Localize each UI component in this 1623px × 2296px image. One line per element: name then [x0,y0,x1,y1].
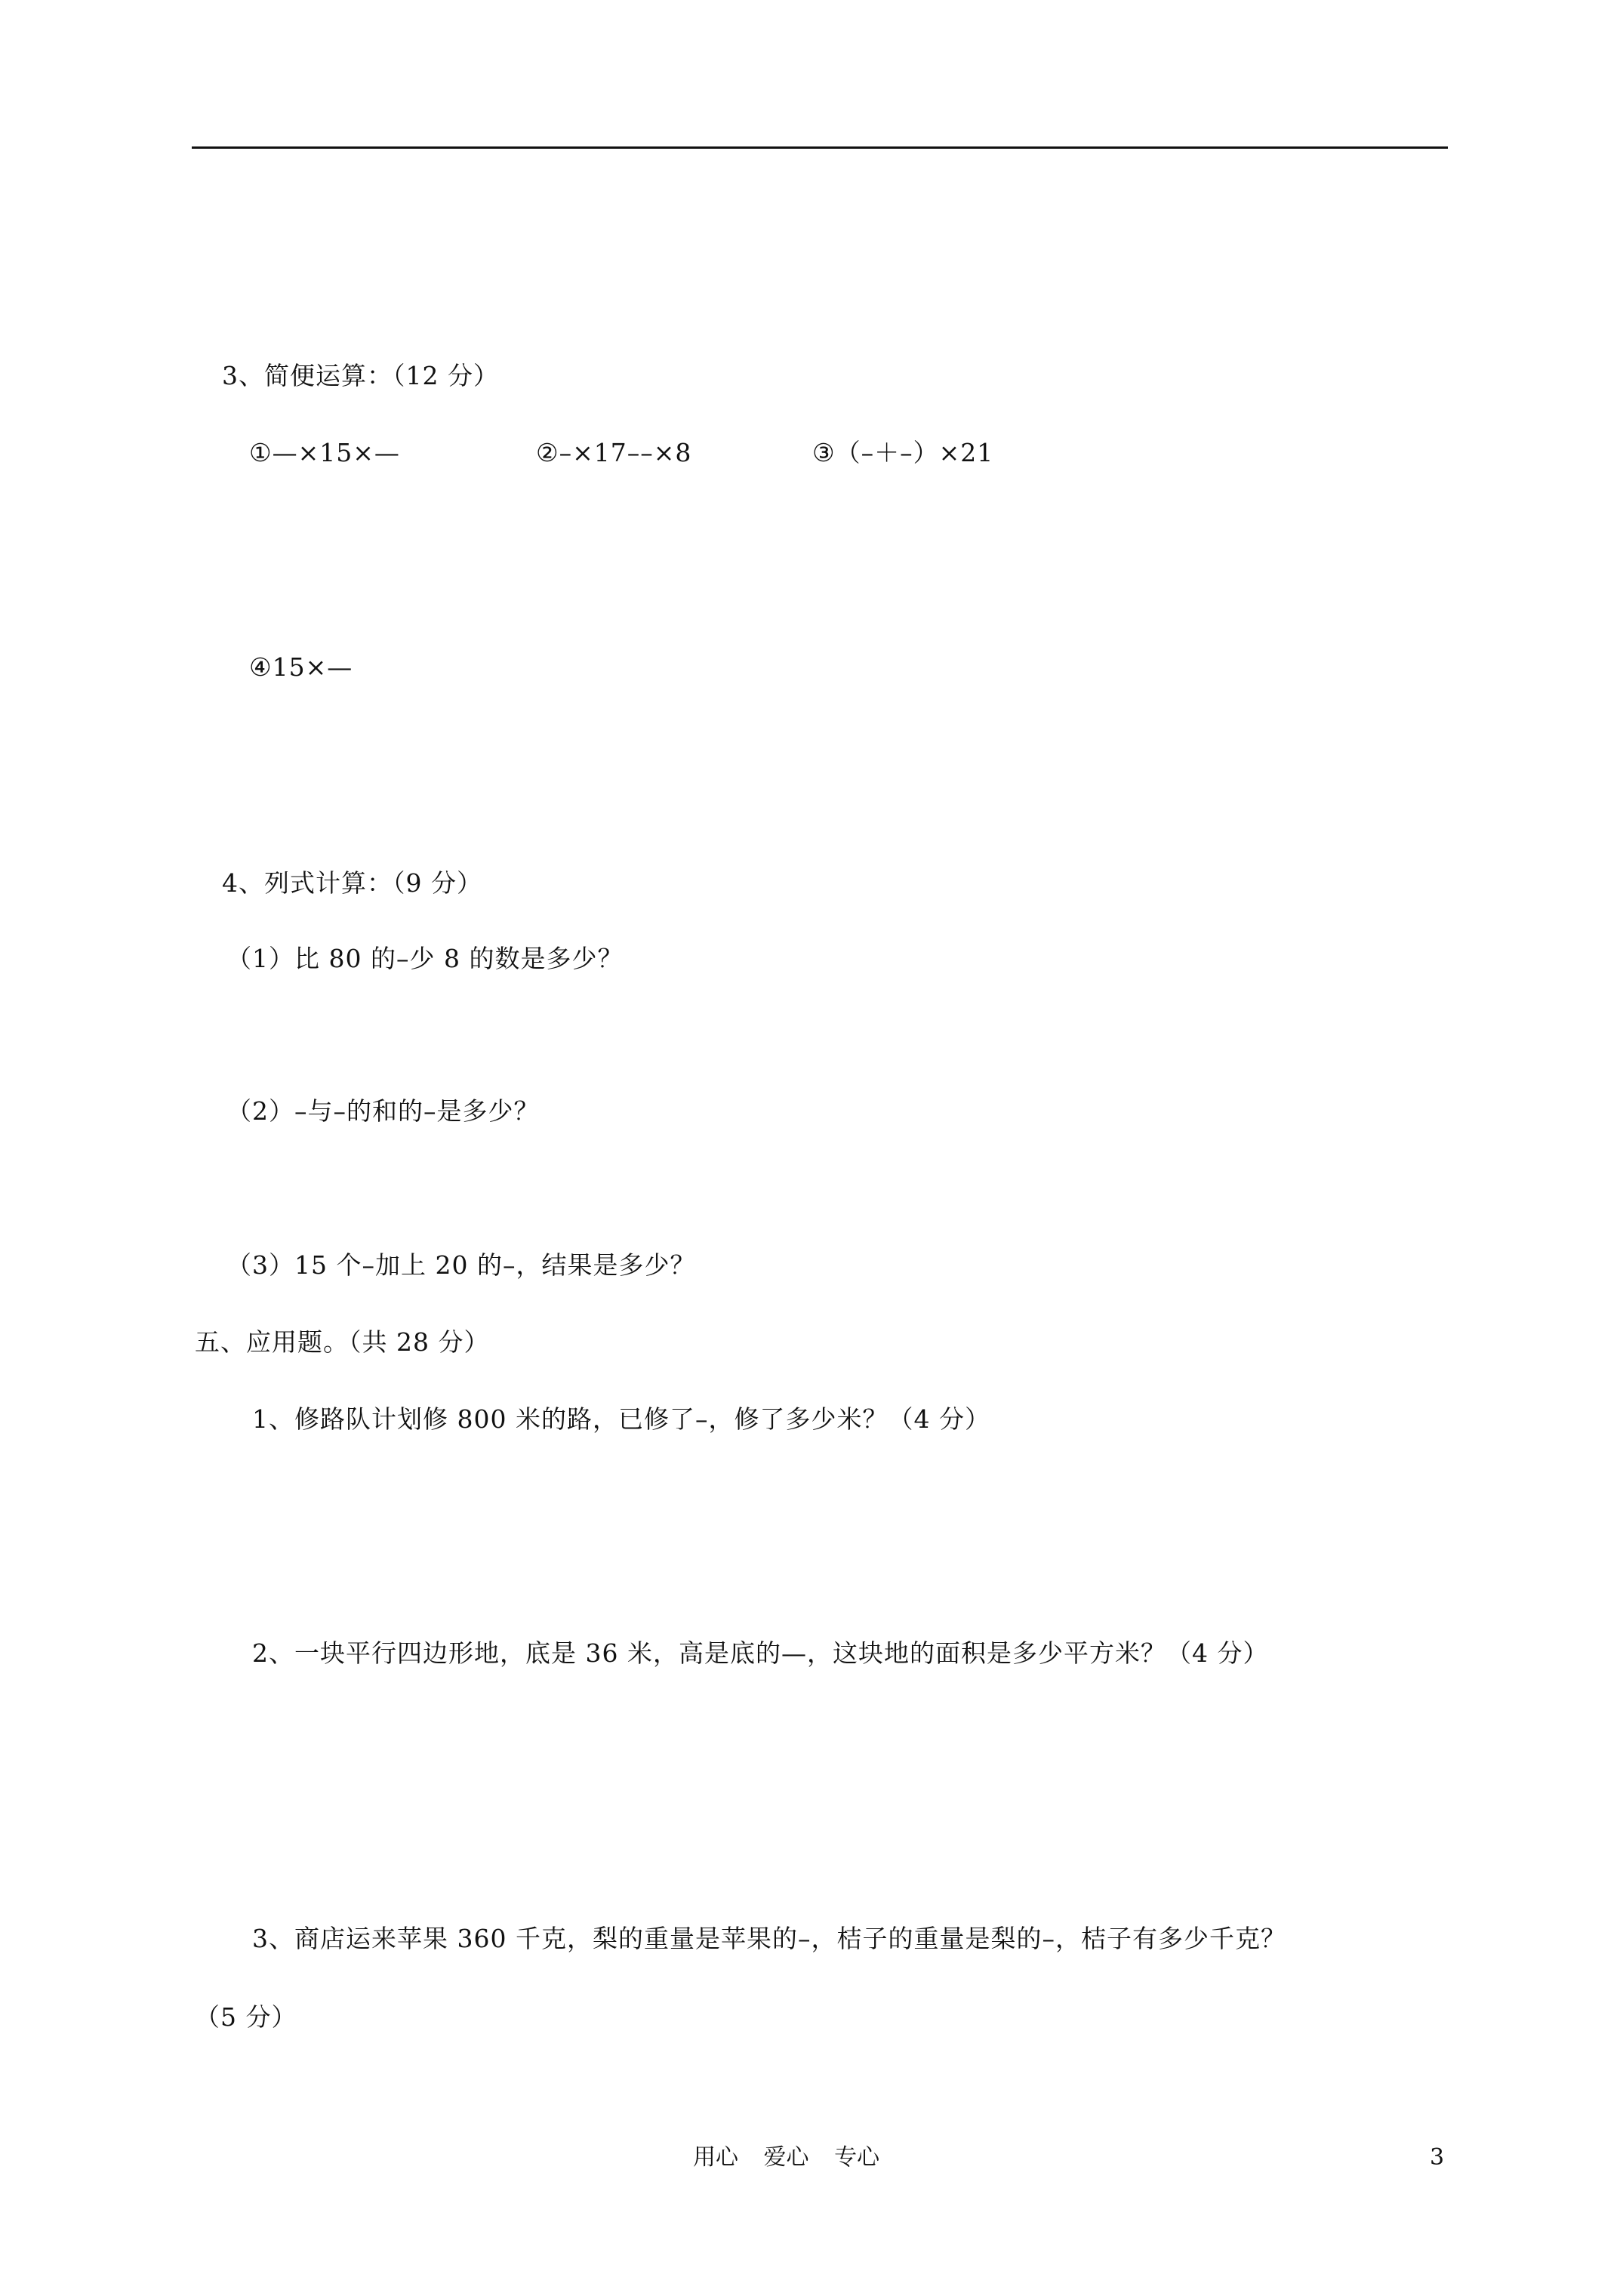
page-number: 3 [1430,2144,1445,2171]
section4-question-1: （1）比 80 的–少 8 的数是多少？ [226,944,624,973]
header-rule [192,146,1448,149]
part5-question-2: 2、一块平行四边形地，底是 36 米，高是底的—，这块地的面积是多少平方米？（4 分） [252,1638,1269,1668]
section4-heading: 4、列式计算：（9 分） [222,868,482,898]
section4-question-3: （3）15 个–加上 20 的–，结果是多少？ [226,1250,696,1280]
section3-item1: ①—×15×— [249,438,400,467]
part5-question-3-line1: 3、商店运来苹果 360 千克，梨的重量是苹果的–，桔子的重量是梨的–，桔子有多少千克？ [252,1924,1286,1953]
section3-heading: 3、简便运算：（12 分） [222,361,499,390]
section3-item2: ②–×17––×8 [536,438,692,467]
part5-question-1: 1、修路队计划修 800 米的路，已修了–，修了多少米？（4 分） [252,1404,990,1434]
section3-item4: ④15×— [249,652,353,682]
footer-motto: 用心 爱心 专心 [693,2144,880,2171]
section4-question-2: （2）–与–的和的–是多少？ [226,1096,540,1126]
section3-item3: ③（–＋–）×21 [812,438,994,467]
part5-heading: 五、应用题。（共 28 分） [195,1327,490,1357]
part5-question-3-line2: （5 分） [195,2002,297,2032]
